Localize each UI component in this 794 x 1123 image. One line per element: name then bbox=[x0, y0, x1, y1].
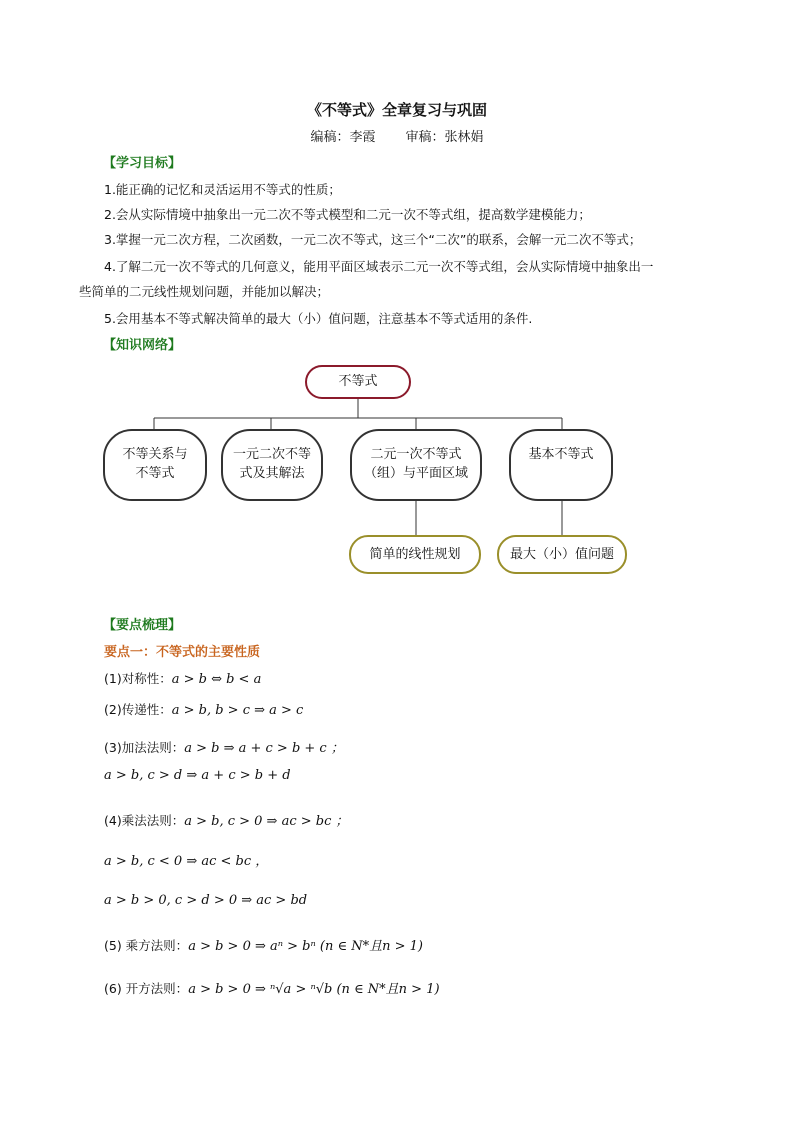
child-node-label: 式及其解法 bbox=[239, 466, 305, 481]
property-row bbox=[104, 978, 440, 997]
property-row bbox=[104, 700, 303, 718]
property-formula: a > b, b > c ⇒ a > c bbox=[171, 703, 304, 718]
page-title: 《不等式》全章复习与巩固 bbox=[306, 101, 487, 119]
property-label: (6) 开方法则： bbox=[104, 981, 189, 996]
section-learning-goals: 【学习目标】 bbox=[103, 156, 182, 171]
key-point-heading: 要点一：不等式的主要性质 bbox=[104, 645, 261, 660]
property-row bbox=[104, 850, 268, 869]
goal-item: 3.掌握一元二次方程，二次函数，一元二次不等式，这三个“二次”的联系，会解一元二次不等式； bbox=[104, 232, 642, 247]
child-node-label: 基本不等式 bbox=[528, 447, 594, 462]
child-node-3 bbox=[351, 445, 481, 483]
child-node-2 bbox=[222, 445, 322, 483]
property-formula: a > b, c > d ⇒ a + c > b + d bbox=[104, 768, 291, 783]
goal-item: 5.会用基本不等式解决简单的最大（小）值问题，注意基本不等式适用的条件. bbox=[104, 311, 533, 326]
leaf-node-label: 简单的线性规划 bbox=[369, 547, 461, 562]
section-knowledge-network: 【知识网络】 bbox=[103, 338, 182, 353]
child-node-1 bbox=[104, 445, 206, 483]
property-formula: a > b ⇒ a + c > b + c ； bbox=[184, 741, 344, 756]
child-node-label: 一元二次不等 bbox=[232, 447, 311, 462]
property-formula: a > b > 0 ⇒ ⁿ√a > ⁿ√b (n ∈ N*且n > 1) bbox=[188, 982, 440, 997]
child-node-box bbox=[510, 430, 612, 500]
reviewer-credit: 审稿：张林娟 bbox=[405, 130, 484, 145]
goal-item-continued: 些简单的二元线性规划问题，并能加以解决； bbox=[79, 284, 330, 299]
child-node-label: 二元一次不等式 bbox=[370, 447, 462, 462]
property-formula: a > b > 0, c > d > 0 ⇒ ac > bd bbox=[104, 893, 308, 908]
child-node-label: （组）与平面区域 bbox=[363, 466, 468, 481]
child-node-label: 不等关系与 bbox=[122, 447, 188, 462]
child-node-label: 不等式 bbox=[135, 466, 175, 481]
property-formula: a > b > 0 ⇒ aⁿ > bⁿ (n ∈ N*且n > 1) bbox=[188, 939, 423, 954]
child-node-4 bbox=[510, 445, 612, 464]
property-label: (1)对称性： bbox=[104, 671, 172, 686]
property-label: (2)传递性： bbox=[104, 702, 172, 717]
goal-item: 1.能正确的记忆和灵活运用不等式的性质； bbox=[104, 182, 341, 197]
property-row bbox=[104, 767, 291, 783]
leaf-node-label: 最大（小）值问题 bbox=[509, 547, 614, 562]
property-formula: a > b, c > 0 ⇒ ac > bc ； bbox=[184, 814, 349, 829]
property-row bbox=[104, 737, 344, 756]
section-key-points: 【要点梳理】 bbox=[103, 618, 182, 633]
property-row bbox=[104, 669, 261, 687]
goal-item: 4.了解二元一次不等式的几何意义，能用平面区域表示二元一次不等式组，会从实际情境中抽象出一 bbox=[104, 259, 654, 274]
goal-item: 2.会从实际情境中抽象出一元二次不等式模型和二元一次不等式组，提高数学建模能力； bbox=[104, 207, 591, 222]
property-row bbox=[104, 810, 349, 829]
property-label: (4)乘法法则： bbox=[104, 813, 185, 828]
editor-credit: 编稿：李霞 bbox=[310, 130, 376, 145]
property-label: (3)加法法则： bbox=[104, 740, 185, 755]
root-node-label: 不等式 bbox=[338, 374, 378, 389]
property-row bbox=[104, 892, 307, 908]
property-formula: a > b, c < 0 ⇒ ac < bc ， bbox=[104, 854, 269, 869]
property-formula: a > b ⇔ b < a bbox=[171, 672, 262, 687]
property-row bbox=[104, 935, 423, 954]
property-label: (5) 乘方法则： bbox=[104, 938, 189, 953]
